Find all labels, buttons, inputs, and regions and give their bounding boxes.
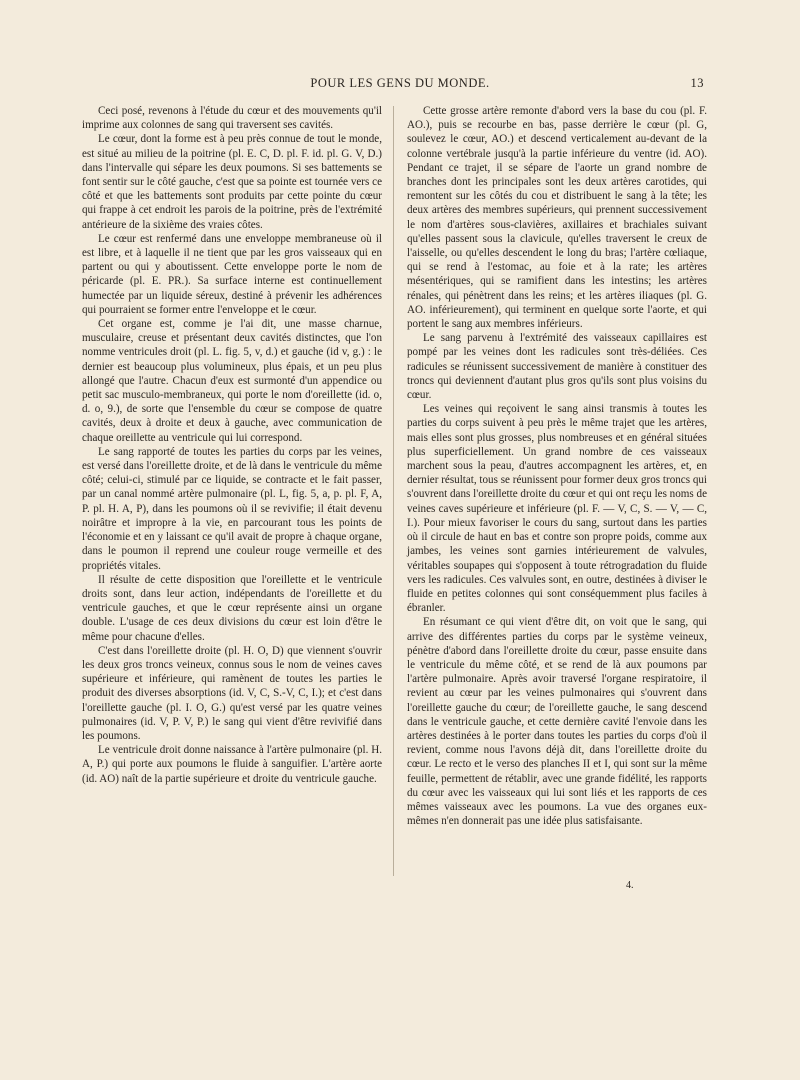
running-header [0,76,800,96]
page-number: 13 [690,76,704,90]
paragraph: C'est dans l'oreillette droite (pl. H. O, D) que viennent s'ouvrir les deux gros troncs veineux, connus sous le nom de veines caves supérieure et inférieure, qui ramènent de toutes les parties le produit des diverses absorptions (id. V, C, S.-V, C, I.); et c'est dans l'oreillette gauche (pl. I. O, G.) qu'est versé par les quatre veines pulmonaires (id. V, P. V, P.) le sang qui vient d'être revivifié dans les poumons. [82,644,382,742]
paragraph: Cet organe est, comme je l'ai dit, une masse charnue, musculaire, creuse et présentant deux cavités distinctes, que l'on nomme ventricules droit (pl. L. fig. 5, v, d.) et gauche (id v, g.) : le dernier est beaucoup plus volumineux, plus épais, et un peu plus allongé que l'autre. Chacun d'eux est surmonté d'un appendice ou petit sac musculo-membraneux, qui porte le nom d'oreillette (id. o, d. o, 9.), de sorte que l'ensemble du cœur se compose de quatre cavités, deux à droite et deux à gauche, avec communication de chaque oreillette au ventricule qui lui correspond. [82,318,382,444]
running-title: POUR LES GENS DU MONDE. [310,76,490,90]
paragraph: Ceci posé, revenons à l'étude du cœur et des mouvements qu'il imprime aux colonnes de sang qui traversent ses cavités. [82,105,382,132]
paragraph: Le sang rapporté de toutes les parties du corps par les veines, est versé dans l'oreillette droite, et de là dans le ventricule du même côté; celui-ci, stimulé par ce liquide, se contracte et le fait passer, par un canal nommé artère pulmonaire (pl. L, fig. 5, a, p. pl. F, A, P. pl. H. A, P), dans les poumons où il se revivifie; il était devenu noirâtre et impropre à la vie, en parcourant tous les points de l'économie et en y laissant ce qu'il avait de propre à chaque organe, dans le poumon il reprend une couleur rouge vermeille et des propriétés vitales. [82,445,382,572]
signature-mark: 4. [626,880,634,891]
paragraph: Le cœur, dont la forme est à peu près connue de tout le monde, est situé au milieu de la poitrine (pl. E. C, D. pl. F. id. pl. G. V, D.) dans l'intervalle qui sépare les deux poumons. Si ses battements se font sentir sur le côté gauche, c'est que sa pointe est tournée vers ce côté et que les battements sont produits par cette pointe du cœur qui frappe à cet endroit les parois de la poitrine, près de l'extrémité antérieure de la sixième des vraies côtes. [82,133,382,231]
paragraph: Le ventricule droit donne naissance à l'artère pulmonaire (pl. H. A, P.) qui porte aux poumons le fluide à sanguifier. L'artère aorte (id. AO) naît de la partie supérieure et droite du ventricule gauche. [82,744,382,785]
column-divider [393,106,394,876]
left-column [82,104,382,786]
paragraph: Les veines qui reçoivent le sang ainsi transmis à toutes les parties du corps suivent à peu près le même trajet que les artères, mais elles sont plus grosses, plus nombreuses et en général situées plus superficiellement. Un grand nombre de ces vaisseaux marchent sous la peau, d'autres accompagnent les artères, et, en dernier résultat, tous se réunissent pour former deux gros troncs qui s'ouvrent dans l'oreillette droite du cœur et qui ont reçu les noms de veines caves supérieure et inférieure (pl. F. — V, C, S. — V, — C, I.). Pour mieux favoriser le cours du sang, surtout dans les parties où il circule de haut en bas et contre son propre poids, comme aux jambes, les veines sont garnies intérieurement de valvules, véritables soupapes qui s'opposent à toute rétrogradation du fluide vers les radicules. Ces valvules sont, en outre, destinées à diviser le fluide en petites colonnes qui sont conséquemment plus faciles à ébranler. [407,403,707,615]
paragraph: En résumant ce qui vient d'être dit, on voit que le sang, qui arrive des différentes parties du corps par le système veineux, pénètre d'abord dans l'oreillette droite du cœur, passe ensuite dans le ventricule du même côté, et se rend de là aux poumons par l'artère pulmonaire. Après avoir traversé l'organe respiratoire, il revient au cœur par les veines pulmonaires qui s'ouvrent dans l'oreillette gauche du cœur; de l'oreillette gauche, le sang descend dans le ventricule gauche, et cette dernière cavité l'envoie dans les artères destinées à le porter dans toutes les parties du corps d'où il revient, comme nous l'avons déjà dit, dans l'oreillette droite du cœur. Le recto et le verso des planches II et I, qui sont sur la même feuille, permettent de rétablir, avec une grande fidélité, les rapports du cœur avec les vaisseaux qui lui sont liés et les rapports de ces mêmes vaisseaux avec les poumons. La vue des organes eux-mêmes n'en donnerait pas une idée plus satisfaisante. [407,616,707,828]
paragraph: Cette grosse artère remonte d'abord vers la base du cou (pl. F. AO.), puis se recourbe en bas, passe derrière le cœur (pl. G, soulevez le cœur, AO.) et descend verticalement au-devant de la colonne vertébrale jusqu'à la partie inférieure du ventre (id. AO). Pendant ce trajet, il se sépare de l'aorte un grand nombre de branches dont les principales sont les deux artères carotides, qui remontent sur les côtés du cou et distribuent le sang à la tête; les deux artères des membres supérieurs, qui prennent successivement le nom d'artères sous-clavières, axillaires et brachiales suivant qu'elles passent sous la clavicule, qu'elles traversent le creux de l'aisselle, ou qu'elles descendent le long du bras; l'artère cœliaque, qui se rend à l'estomac, au foie et à la rate; les artères mésentériques, qui se ramifient dans les intestins; les artères rénales, qui pénètrent dans les reins; et les artères iliaques (pl. G. AO. inférieurement), qui terminent en quelque sorte l'aorte, et qui portent le sang aux membres inférieurs. [407,105,707,331]
paragraph: Le sang parvenu à l'extrémité des vaisseaux capillaires est pompé par les veines dont les radicules sont très-déliées. Ces radicules se réunissent successivement de manière à constituer des troncs qui deviennent d'autant plus gros qu'ils sont plus voisins du cœur. [407,332,707,402]
right-column [407,104,707,828]
paragraph: Il résulte de cette disposition que l'oreillette et le ventricule droits sont, dans leur action, indépendants de l'oreillette et du ventricule gauches, et que le cœur représente ainsi un organe double. L'usage de ces deux divisions du cœur est loin d'être le même pour chacune d'elles. [82,573,382,643]
paragraph: Le cœur est renfermé dans une enveloppe membraneuse où il est libre, et à laquelle il ne tient que par les gros vaisseaux qui en partent ou qui y aboutissent. Cette enveloppe porte le nom de péricarde (pl. E. PR.). Sa surface interne est continuellement humectée par un liquide séreux, destiné à prévenir les adhérences qui pourraient se former entre l'enveloppe et le cœur. [82,232,382,316]
